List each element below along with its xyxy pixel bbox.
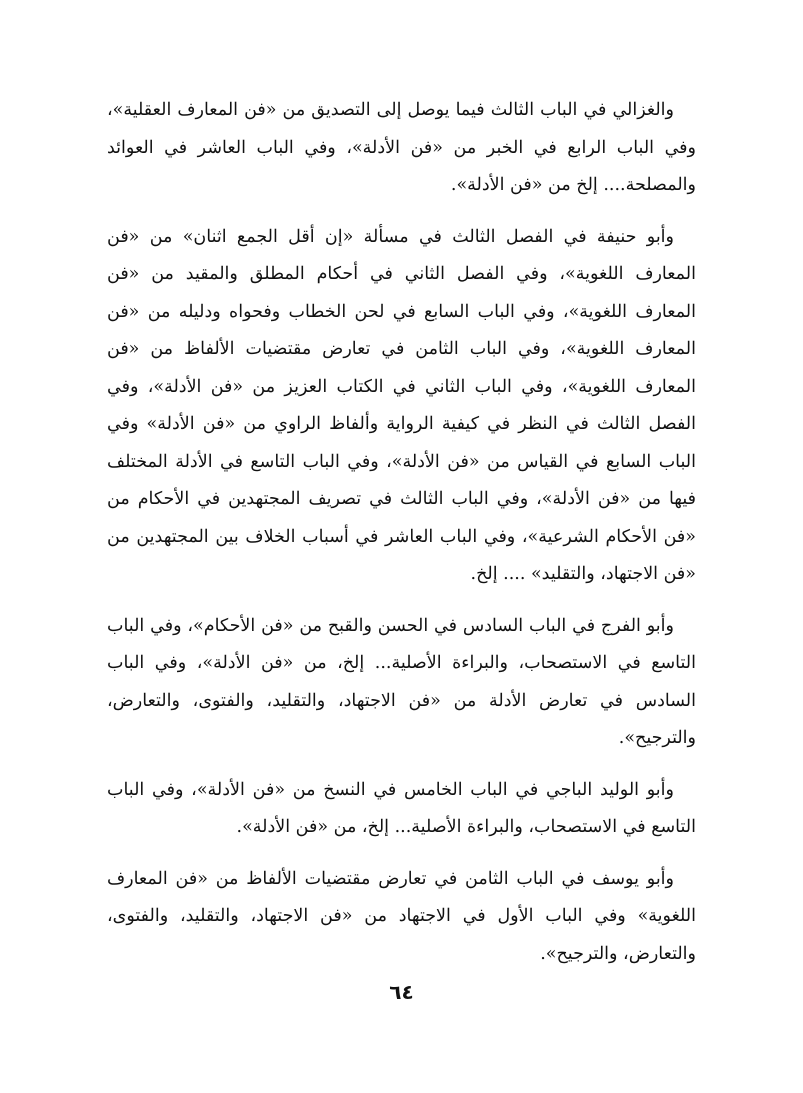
paragraph-al-baji: وأبو الوليد الباجي في الباب الخامس في النسخ من «فن الأدلة»، وفي الباب التاسع في الاستصحاب، والبراءة الأصلية... إلخ، من «فن الأدلة».: [107, 779, 696, 837]
paragraph-abu-yusuf: وأبو يوسف في الباب الثامن في تعارض مقتضيات الألفاظ من «فن المعارف اللغوية» وفي الباب الأول في الاجتهاد من «فن الاجتهاد، والتقليد، والفتوى، والتعارض، والترجيح».: [107, 868, 696, 964]
paragraph-abu-al-faraj: وأبو الفرج في الباب السادس في الحسن والقبح من «فن الأحكام»، وفي الباب التاسع في الاستصحاب، والبراءة الأصلية... إلخ، من «فن الأدلة»، وفي الباب السادس في تعارض الأدلة من «فن الاجتهاد، والتقليد، والفتوى، والتعارض، والترجيح».: [107, 615, 696, 748]
paragraph-abu-hanifa: وأبو حنيفة في الفصل الثالث في مسألة «إن أقل الجمع اثنان» من «فن المعارف اللغوية»، وفي الفصل الثاني في أحكام المطلق والمقيد من «فن المعارف اللغوية»، وفي الباب السابع في لحن الخطاب وفحواه ودليله من «فن المعارف اللغوية»، وفي الباب الثامن في تعارض مقتضيات الألفاظ من «فن المعارف اللغوية»، وفي الباب الثاني في الكتاب العزيز من «فن الأدلة»، وفي الفصل الثالث في النظر في كيفية الرواية وألفاظ الراوي من «فن الأدلة» وفي الباب السابع في القياس من «فن الأدلة»، وفي الباب التاسع في الأدلة المختلف فيها من «فن الأدلة»، وفي الباب الثالث في تصريف المجتهدين في الأحكام من «فن الأحكام الشرعية»، وفي الباب العاشر في أسباب الخلاف بين المجتهدين من «فن الاجتهاد، والتقليد» .... إلخ.: [107, 226, 696, 584]
page-number: ٦٤: [389, 980, 414, 1004]
paragraph-ghazali: والغزالي في الباب الثالث فيما يوصل إلى التصديق من «فن المعارف العقلية»، وفي الباب الرابع في الخبر من «فن الأدلة»، وفي الباب العاشر في العوائد والمصلحة.... إلخ من «فن الأدلة».: [107, 100, 696, 195]
